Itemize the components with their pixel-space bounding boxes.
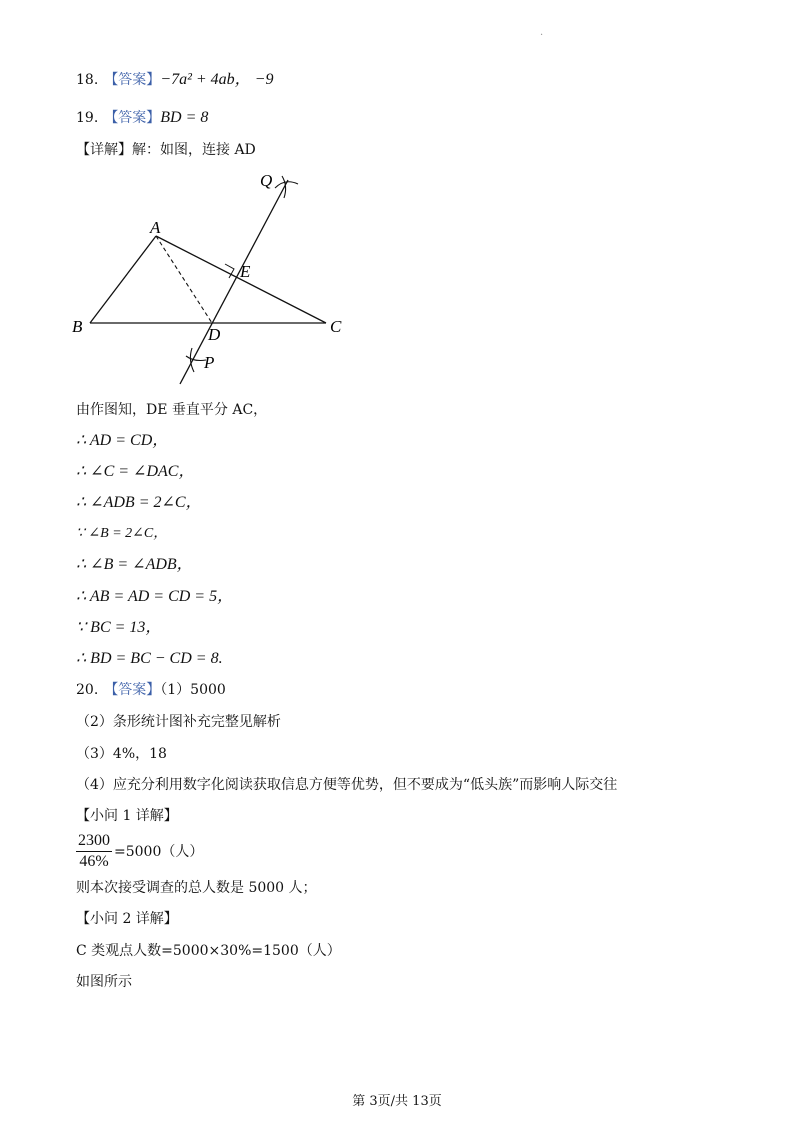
q19-number: 19. [76, 110, 99, 126]
label-p: P [204, 353, 215, 372]
q20-answer-4: （4）应充分利用数字化阅读获取信息方便等优势，但不要成为“低头族”而影响人际交往 [76, 777, 618, 793]
label-c: C [330, 317, 342, 336]
q20-sub2-calc: C 类观点人数=5000×30%=1500（人） [76, 943, 341, 959]
q18-answer-tag: 【答案】 [104, 72, 161, 88]
step-7: ∴ AB = AD = CD = 5， [76, 588, 234, 605]
segment-ad-dashed [156, 236, 212, 323]
fraction [76, 832, 112, 872]
step-9: ∴ BD = BC − CD = 8. [76, 650, 223, 667]
q20-line [76, 680, 226, 700]
step-1: 由作图知，DE 垂直平分 AC， [76, 402, 268, 418]
q20-answer-tag: 【答案】 [104, 682, 161, 698]
fraction-numerator: 2300 [76, 832, 112, 852]
segment-ab [90, 236, 156, 323]
fraction-result: =5000（人） [114, 844, 204, 860]
q20-answer-2: （2）条形统计图补充完整见解析 [76, 714, 281, 730]
page-footer: 第 3页/共 13页 [352, 1094, 442, 1109]
q19-line [76, 108, 208, 128]
q19-answer: BD = 8 [160, 109, 209, 126]
step-4: ∴ ∠ADB = 2∠C， [76, 494, 202, 511]
label-d: D [208, 325, 221, 344]
q20-answer-1: （1）5000 [160, 682, 226, 698]
q18-number: 18. [76, 72, 99, 88]
label-a: A [150, 218, 161, 237]
q20-sub1-conclusion: 则本次接受调查的总人数是 5000 人； [76, 880, 317, 896]
q18-line [76, 70, 273, 90]
fraction-denominator: 46% [79, 853, 109, 870]
q20-sub1-title: 【小问 1 详解】 [76, 808, 178, 824]
step-2: ∴ AD = CD， [76, 432, 169, 449]
q18-answer: −7a² + 4ab， −9 [160, 71, 274, 88]
label-b: B [72, 317, 83, 336]
label-e: E [240, 262, 251, 281]
step-3: ∴ ∠C = ∠DAC， [76, 463, 195, 480]
q20-answer-3: （3）4%，18 [76, 746, 167, 762]
q20-sub2-figure-note: 如图所示 [76, 974, 132, 990]
step-8: ∵ BC = 13， [76, 619, 162, 636]
q19-answer-tag: 【答案】 [104, 110, 161, 126]
step-5: ∵ ∠B = 2∠C， [76, 526, 168, 541]
arc-mark-p1 [186, 356, 206, 361]
q19-detail-intro: 【详解】解：如图，连接 AD [76, 142, 256, 158]
q20-sub2-title: 【小问 2 详解】 [76, 911, 178, 927]
q20-number: 20. [76, 682, 99, 698]
geometry-figure [70, 168, 370, 393]
bisector-line-pq [180, 180, 288, 384]
step-6: ∴ ∠B = ∠ADB， [76, 556, 193, 573]
label-q: Q [260, 171, 273, 190]
scan-dot: · [540, 30, 544, 41]
